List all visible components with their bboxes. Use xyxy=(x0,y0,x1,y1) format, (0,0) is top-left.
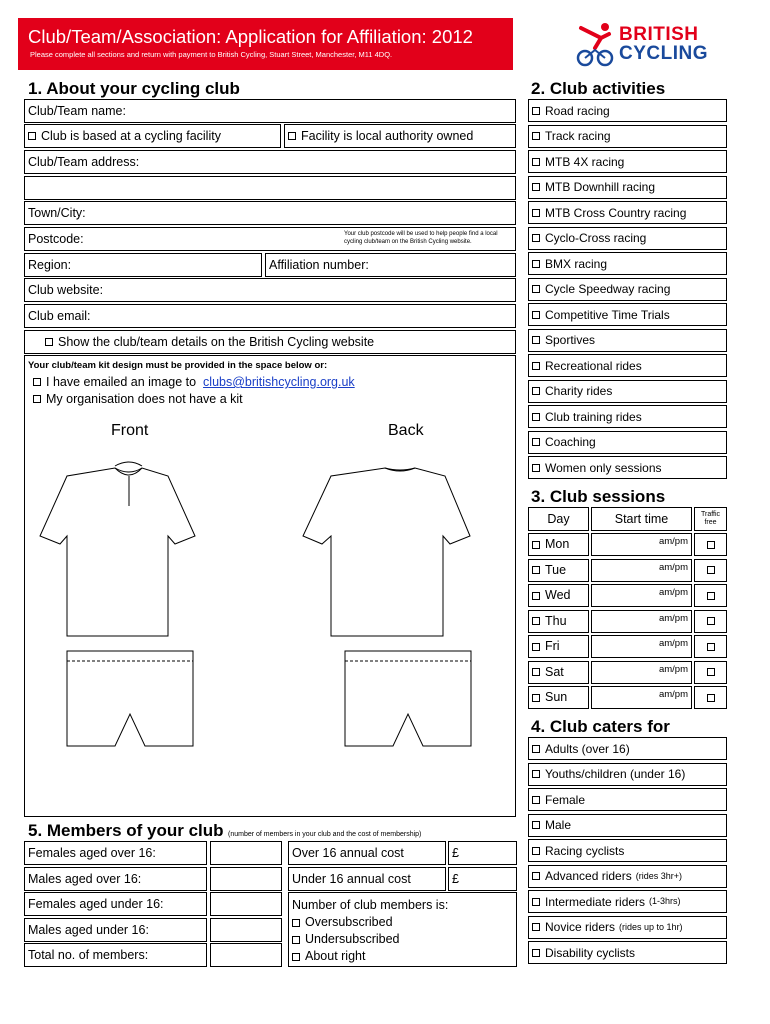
region-field[interactable] xyxy=(24,253,262,277)
checkbox-icon xyxy=(532,438,540,446)
affiliation-number-label: Affiliation number: xyxy=(269,257,369,272)
checkbox-icon xyxy=(532,643,540,651)
kit-template-drawing xyxy=(25,446,517,816)
session-day-sun-checkbox[interactable] xyxy=(528,686,589,709)
session-day-label: Wed xyxy=(545,588,571,603)
checkbox-icon xyxy=(532,464,540,472)
currency-symbol: £ xyxy=(452,871,459,886)
caters-label: Novice riders xyxy=(545,920,616,934)
checkbox-icon xyxy=(292,936,300,944)
checkbox-icon xyxy=(288,132,296,140)
males-over16-field[interactable] xyxy=(24,867,207,891)
ampm-label: am/pm xyxy=(658,663,688,675)
form-header-banner xyxy=(18,18,513,70)
club-name-field[interactable] xyxy=(24,99,516,123)
sessions-day-header: Day xyxy=(528,507,589,531)
sessions-start-header: Start time xyxy=(591,507,692,531)
checkbox-icon xyxy=(532,260,540,268)
checkbox-icon xyxy=(707,566,715,574)
section-members-note: (number of members in your club and the cost of membership) xyxy=(228,831,422,838)
checkbox-icon xyxy=(532,770,540,778)
males-over16-input[interactable] xyxy=(210,867,282,891)
activity-club-training-rides-checkbox[interactable] xyxy=(528,405,727,428)
caters-label: Racing cyclists xyxy=(545,843,625,858)
activity-label: BMX racing xyxy=(545,256,608,271)
checkbox-icon xyxy=(532,668,540,676)
session-day-label: Sun xyxy=(545,690,568,705)
checkbox-icon xyxy=(707,668,715,676)
sessions-traffic-header: Traffic free xyxy=(694,507,727,531)
checkbox-icon xyxy=(532,847,540,855)
over16-cost-input[interactable] xyxy=(448,841,517,865)
activity-bmx-racing-checkbox[interactable] xyxy=(528,252,727,275)
section-activities-heading: 2. Club activities xyxy=(531,79,666,98)
caters-label: Adults (over 16) xyxy=(545,741,630,756)
activity-label: Cycle Speedway racing xyxy=(545,282,671,296)
session-start-time-field[interactable] xyxy=(591,559,692,582)
activity-track-racing-checkbox[interactable] xyxy=(528,125,727,148)
activity-label: MTB 4X racing xyxy=(545,154,625,169)
checkbox-icon xyxy=(532,234,540,242)
section-about-heading: 1. About your cycling club xyxy=(28,79,240,98)
session-day-wed-checkbox[interactable] xyxy=(528,584,589,607)
session-traffic-free-checkbox[interactable] xyxy=(694,559,727,582)
checkbox-icon xyxy=(532,617,540,625)
region-label: Region: xyxy=(28,257,72,272)
activity-coaching-checkbox[interactable] xyxy=(528,431,727,454)
session-start-time-field[interactable] xyxy=(591,686,692,709)
checkbox-icon xyxy=(33,378,41,386)
membership-status-box xyxy=(288,892,517,967)
undersubscribed-checkbox[interactable] xyxy=(292,931,513,948)
activity-label: Cyclo-Cross racing xyxy=(545,231,647,245)
session-start-time-field[interactable] xyxy=(591,610,692,633)
session-start-time-field[interactable] xyxy=(591,533,692,556)
caters-note: (rides up to 1hr) xyxy=(619,921,683,932)
checkbox-icon xyxy=(532,541,540,549)
checkbox-icon xyxy=(532,285,540,293)
logo-text-cycling: CYCLING xyxy=(619,43,708,64)
postcode-note: Your club postcode will be used to help people find a local cycling club/team on the British Cycling website. xyxy=(344,231,498,245)
under16-cost-label: Under 16 annual cost xyxy=(292,871,411,886)
checkbox-icon xyxy=(707,617,715,625)
activity-label: MTB Cross Country racing xyxy=(545,205,687,220)
females-over16-input[interactable] xyxy=(210,841,282,865)
activity-mtb-downhill-racing-checkbox[interactable] xyxy=(528,176,727,199)
local-authority-label: Facility is local authority owned xyxy=(301,128,474,143)
session-traffic-free-checkbox[interactable] xyxy=(694,686,727,709)
undersubscribed-label: Undersubscribed xyxy=(305,932,400,946)
caters-note: (1-3hrs) xyxy=(649,896,681,906)
session-day-tue-checkbox[interactable] xyxy=(528,559,589,582)
checkbox-icon xyxy=(532,872,540,880)
checkbox-icon xyxy=(532,592,540,600)
section-members-heading: 5. Members of your club xyxy=(28,821,224,840)
british-cycling-logo xyxy=(575,20,735,70)
total-members-label: Total no. of members: xyxy=(28,947,149,962)
caters-intermediate-riders-checkbox[interactable] xyxy=(528,890,727,913)
checkbox-icon xyxy=(707,541,715,549)
activity-label: Sportives xyxy=(545,333,596,347)
caters-novice-riders-checkbox[interactable] xyxy=(528,916,727,939)
checkbox-icon xyxy=(532,898,540,906)
over16-cost-label: Over 16 annual cost xyxy=(292,845,404,860)
males-under16-field[interactable] xyxy=(24,918,207,942)
town-label: Town/City: xyxy=(28,205,86,220)
activity-label: Club training rides xyxy=(545,409,642,424)
checkbox-icon xyxy=(532,949,540,957)
club-name-label: Club/Team name: xyxy=(28,103,126,118)
males-over16-label: Males aged over 16: xyxy=(28,871,142,886)
show-details-checkbox[interactable] xyxy=(24,330,516,354)
kit-front-label: Front xyxy=(111,422,149,439)
total-members-input[interactable] xyxy=(210,943,282,967)
session-day-mon-checkbox[interactable] xyxy=(528,533,589,556)
total-members-field[interactable] xyxy=(24,943,207,967)
emailed-image-checkbox[interactable] xyxy=(33,375,355,389)
form-subtitle: Please complete all sections and return with payment to British Cycling, Stuart Street, Manchester, M11 4DQ. xyxy=(30,50,393,59)
cycling-facility-label: Club is based at a cycling facility xyxy=(41,128,221,143)
checkbox-icon xyxy=(532,821,540,829)
session-day-sat-checkbox[interactable] xyxy=(528,661,589,684)
emailed-image-label: I have emailed an image to xyxy=(46,375,197,389)
activity-label: Coaching xyxy=(545,435,596,449)
checkbox-icon xyxy=(532,796,540,804)
oversubscribed-label: Oversubscribed xyxy=(305,915,393,929)
currency-symbol: £ xyxy=(452,845,459,860)
club-email-field[interactable] xyxy=(24,304,516,328)
activity-label: Track racing xyxy=(545,129,611,143)
caters-label: Advanced riders xyxy=(545,869,632,883)
ampm-label: am/pm xyxy=(658,612,688,624)
checkbox-icon xyxy=(707,694,715,702)
under16-cost-field[interactable] xyxy=(288,867,446,891)
females-over16-field[interactable] xyxy=(24,841,207,865)
cycling-facility-checkbox[interactable] xyxy=(24,124,281,148)
checkbox-icon xyxy=(45,338,53,346)
session-traffic-free-checkbox[interactable] xyxy=(694,661,727,684)
caters-advanced-riders-checkbox[interactable] xyxy=(528,865,727,888)
section-caters-heading: 4. Club caters for xyxy=(531,717,670,736)
no-kit-checkbox[interactable] xyxy=(33,392,243,406)
checkbox-icon xyxy=(707,643,715,651)
membership-status-label: Number of club members is: xyxy=(292,898,449,912)
ampm-label: am/pm xyxy=(658,587,688,598)
session-start-time-field[interactable] xyxy=(591,661,692,684)
caters-disability-cyclists-checkbox[interactable] xyxy=(528,941,727,964)
activity-mtb-4x-racing-checkbox[interactable] xyxy=(528,150,727,173)
caters-adults-over-16-checkbox[interactable] xyxy=(528,737,727,760)
session-day-label: Tue xyxy=(545,562,567,577)
caters-label: Intermediate riders xyxy=(545,894,646,909)
activity-cyclo-cross-racing-checkbox[interactable] xyxy=(528,227,727,250)
caters-male-checkbox[interactable] xyxy=(528,814,727,837)
females-under16-field[interactable] xyxy=(24,892,207,916)
section-members-heading-wrap xyxy=(28,821,421,841)
club-address-line2-field[interactable] xyxy=(24,176,516,200)
activity-mtb-cross-country-racing-checkbox[interactable] xyxy=(528,201,727,224)
caters-label: Disability cyclists xyxy=(545,945,636,960)
kit-back-label: Back xyxy=(388,422,424,439)
checkbox-icon xyxy=(292,953,300,961)
ampm-label: am/pm xyxy=(658,561,688,573)
oversubscribed-checkbox[interactable] xyxy=(292,914,513,931)
checkbox-icon xyxy=(532,362,540,370)
caters-label: Youths/children (under 16) xyxy=(545,767,686,781)
activity-label: MTB Downhill racing xyxy=(545,180,656,194)
caters-youths-children-under-16-checkbox[interactable] xyxy=(528,763,727,786)
activity-label: Charity rides xyxy=(545,384,613,398)
about-right-checkbox[interactable] xyxy=(292,948,513,965)
club-email-label: Club email: xyxy=(28,308,91,323)
no-kit-label: My organisation does not have a kit xyxy=(46,392,243,406)
checkbox-icon xyxy=(532,694,540,702)
under16-cost-input[interactable] xyxy=(448,867,517,891)
session-traffic-free-checkbox[interactable] xyxy=(694,610,727,633)
kit-note: Your club/team kit design must be provided in the space below or: xyxy=(28,360,328,371)
session-start-time-field[interactable] xyxy=(591,635,692,658)
females-under16-input[interactable] xyxy=(210,892,282,916)
town-field[interactable] xyxy=(24,201,516,225)
section-sessions-heading: 3. Club sessions xyxy=(531,487,666,506)
checkbox-icon xyxy=(532,336,540,344)
activity-sportives-checkbox[interactable] xyxy=(528,329,727,352)
session-day-fri-checkbox[interactable] xyxy=(528,635,589,658)
session-day-label: Fri xyxy=(545,639,560,654)
caters-label: Female xyxy=(545,792,586,807)
checkbox-icon xyxy=(532,413,540,421)
club-website-field[interactable] xyxy=(24,278,516,302)
activity-label: Women only sessions xyxy=(545,460,662,475)
checkbox-icon xyxy=(28,132,36,140)
club-address-field[interactable] xyxy=(24,150,516,174)
activity-charity-rides-checkbox[interactable] xyxy=(528,380,727,403)
checkbox-icon xyxy=(532,107,540,115)
session-day-label: Sat xyxy=(545,664,564,679)
cyclist-icon xyxy=(575,22,617,68)
postcode-field[interactable] xyxy=(24,227,516,251)
checkbox-icon xyxy=(532,387,540,395)
session-day-thu-checkbox[interactable] xyxy=(528,610,589,633)
males-under16-label: Males aged under 16: xyxy=(28,922,149,937)
session-traffic-free-checkbox[interactable] xyxy=(694,533,727,556)
checkbox-icon xyxy=(532,745,540,753)
activity-recreational-rides-checkbox[interactable] xyxy=(528,354,727,377)
activity-road-racing-checkbox[interactable] xyxy=(528,99,727,122)
checkbox-icon xyxy=(532,132,540,140)
kit-email-link[interactable]: clubs@britishcycling.org.uk xyxy=(203,375,355,389)
session-start-time-field[interactable] xyxy=(591,584,692,607)
local-authority-checkbox[interactable] xyxy=(284,124,516,148)
form-title: Club/Team/Association: Application for Affiliation: 2012 xyxy=(28,26,473,47)
checkbox-icon xyxy=(292,919,300,927)
show-details-label: Show the club/team details on the British Cycling website xyxy=(58,334,375,349)
affiliation-number-field[interactable] xyxy=(265,253,516,277)
logo-text-british: BRITISH xyxy=(619,24,699,45)
checkbox-icon xyxy=(532,311,540,319)
checkbox-icon xyxy=(532,923,540,931)
session-day-label: Thu xyxy=(545,613,567,628)
males-under16-input[interactable] xyxy=(210,918,282,942)
session-day-label: Mon xyxy=(545,537,570,552)
caters-female-checkbox[interactable] xyxy=(528,788,727,811)
activity-women-only-sessions-checkbox[interactable] xyxy=(528,456,727,479)
females-under16-label: Females aged under 16: xyxy=(28,896,164,911)
activity-competitive-time-trials-checkbox[interactable] xyxy=(528,303,727,326)
about-right-label: About right xyxy=(305,949,366,963)
activity-label: Competitive Time Trials xyxy=(545,307,670,322)
session-traffic-free-checkbox[interactable] xyxy=(694,635,727,658)
checkbox-icon xyxy=(33,395,41,403)
females-over16-label: Females aged over 16: xyxy=(28,845,156,860)
over16-cost-field[interactable] xyxy=(288,841,446,865)
session-traffic-free-checkbox[interactable] xyxy=(694,584,727,607)
checkbox-icon xyxy=(532,183,540,191)
ampm-label: am/pm xyxy=(658,689,688,700)
checkbox-icon xyxy=(532,566,540,574)
activity-label: Recreational rides xyxy=(545,358,642,373)
checkbox-icon xyxy=(707,592,715,600)
caters-racing-cyclists-checkbox[interactable] xyxy=(528,839,727,862)
club-website-label: Club website: xyxy=(28,282,104,297)
ampm-label: am/pm xyxy=(658,536,688,547)
postcode-label: Postcode: xyxy=(28,231,84,246)
activity-cycle-speedway-racing-checkbox[interactable] xyxy=(528,278,727,301)
activity-label: Road racing xyxy=(545,103,610,118)
caters-label: Male xyxy=(545,818,572,832)
club-address-label: Club/Team address: xyxy=(28,154,140,169)
checkbox-icon xyxy=(532,158,540,166)
caters-note: (rides 3hr+) xyxy=(635,870,682,881)
ampm-label: am/pm xyxy=(658,638,688,649)
checkbox-icon xyxy=(532,209,540,217)
kit-design-area[interactable] xyxy=(24,355,516,817)
